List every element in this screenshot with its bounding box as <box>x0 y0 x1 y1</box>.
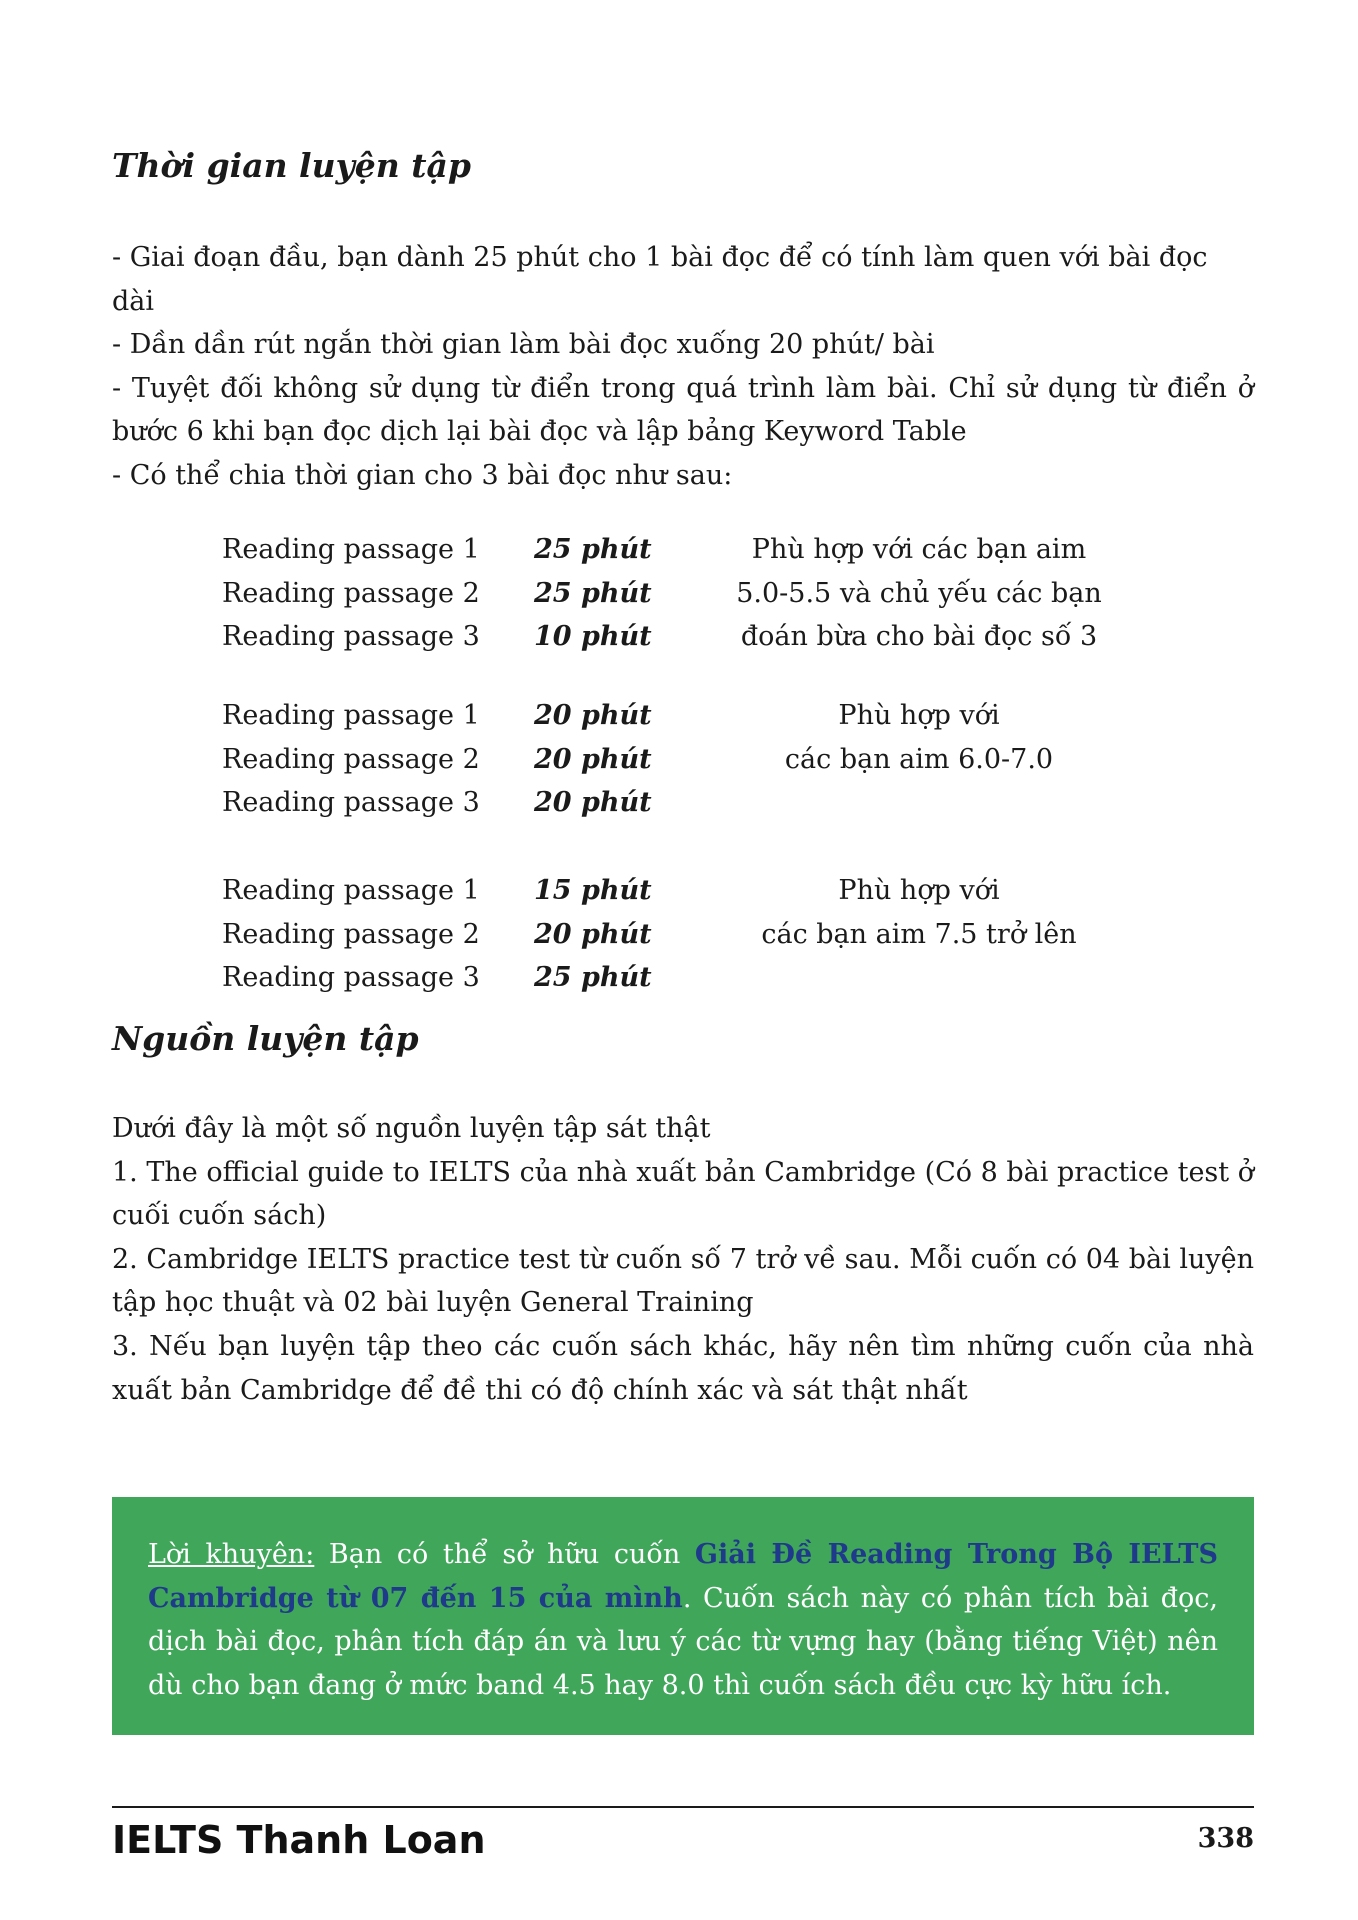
text-line: - Tuyệt đối không sử dụng từ điển trong quá trình làm bài. Chỉ sử dụng từ điển ở bước 6 khi bạn đọc dịch lại bài đọc và lập bảng Keyword Table <box>112 372 1254 448</box>
footer-divider <box>112 1806 1254 1808</box>
text-line: - Có thể chia thời gian cho 3 bài đọc như sau: <box>112 459 733 491</box>
note-line: đoán bừa cho bài đọc số 3 <box>740 621 1098 653</box>
advice-text <box>148 1533 1218 1707</box>
note-line: các bạn aim 7.5 trở lên <box>761 918 1077 950</box>
passage-time: 25 phút <box>534 534 652 565</box>
passage-time: 20 phút <box>534 918 652 950</box>
page-number: 338 <box>1197 1823 1254 1854</box>
plan-note <box>704 528 1134 659</box>
book-title-link[interactable]: Giải Đề Reading Trong Bộ IELTS Cambridge từ 07 đến 15 của mình <box>148 1539 1218 1614</box>
note-line: các bạn aim 6.0-7.0 <box>784 743 1054 775</box>
section-title-practice-time: Thời gian luyện tập <box>112 146 471 185</box>
note-line: Phù hợp với các bạn aim <box>751 534 1087 565</box>
plan-row <box>222 781 1122 825</box>
text-line: 1. The official guide to IELTS của nhà xuất bản Cambridge (Có 8 bài practice test ở cuối cuốn sách) <box>112 1156 1254 1232</box>
advice-lead: Bạn có thể sở hữu cuốn <box>314 1539 695 1570</box>
passage-label: Reading passage 1 <box>222 875 480 906</box>
passage-label: Reading passage 3 <box>222 621 480 653</box>
text-line: 2. Cambridge IELTS practice test từ cuốn số 7 trở về sau. Mỗi cuốn có 04 bài luyện tập học thuật và 02 bài luyện General Training <box>112 1243 1254 1319</box>
text-line: - Giai đoạn đầu, bạn dành 25 phút cho 1 bài đọc để có tính làm quen với bài đọc dài <box>112 242 1208 317</box>
section-title-practice-sources: Nguồn luyện tập <box>112 1019 419 1058</box>
passage-label: Reading passage 3 <box>222 787 480 819</box>
plan-note <box>704 694 1134 781</box>
text-line: - Dần dần rút ngắn thời gian làm bài đọc xuống 20 phút/ bài <box>112 329 935 361</box>
time-plan-1 <box>222 528 1122 659</box>
passage-time: 20 phút <box>534 787 652 819</box>
passage-label: Reading passage 2 <box>222 577 480 609</box>
text-line: 3. Nếu bạn luyện tập theo các cuốn sách khác, hãy nên tìm những cuốn của nhà xuất bản Cambridge để đề thi có độ chính xác và sát thật nhất <box>112 1330 1254 1406</box>
time-plan-3 <box>222 869 1122 1000</box>
passage-time: 20 phút <box>534 743 652 775</box>
passage-time: 25 phút <box>534 962 652 994</box>
advice-rest: . Cuốn sách này có phân tích bài đọc, dịch bài đọc, phân tích đáp án và lưu ý các từ vựng hay (bằng tiếng Việt) nên dù cho bạn đang ở mức band 4.5 hay 8.0 thì cuốn sách đều cực kỳ hữu ích. <box>148 1582 1218 1701</box>
plan-row <box>222 956 1122 1000</box>
advice-label: Lời khuyên: <box>148 1539 315 1570</box>
passage-label: Reading passage 1 <box>222 700 480 731</box>
advice-box <box>112 1497 1254 1735</box>
passage-label: Reading passage 2 <box>222 743 480 775</box>
passage-label: Reading passage 2 <box>222 918 480 950</box>
note-line: 5.0-5.5 và chủ yếu các bạn <box>736 577 1102 609</box>
footer-brand: IELTS Thanh Loan <box>112 1818 486 1862</box>
text-line: Dưới đây là một số nguồn luyện tập sát thật <box>112 1113 711 1144</box>
practice-time-text <box>112 236 1254 498</box>
passage-time: 25 phút <box>534 577 652 609</box>
passage-time: 10 phút <box>534 621 652 653</box>
plan-note <box>704 869 1134 956</box>
note-line: Phù hợp với <box>838 700 1000 731</box>
passage-label: Reading passage 1 <box>222 534 480 565</box>
note-line: Phù hợp với <box>838 875 1000 906</box>
passage-time: 20 phút <box>534 700 652 731</box>
passage-time: 15 phút <box>534 875 652 906</box>
time-plan-2 <box>222 694 1122 825</box>
practice-sources-text <box>112 1107 1254 1412</box>
passage-label: Reading passage 3 <box>222 962 480 994</box>
